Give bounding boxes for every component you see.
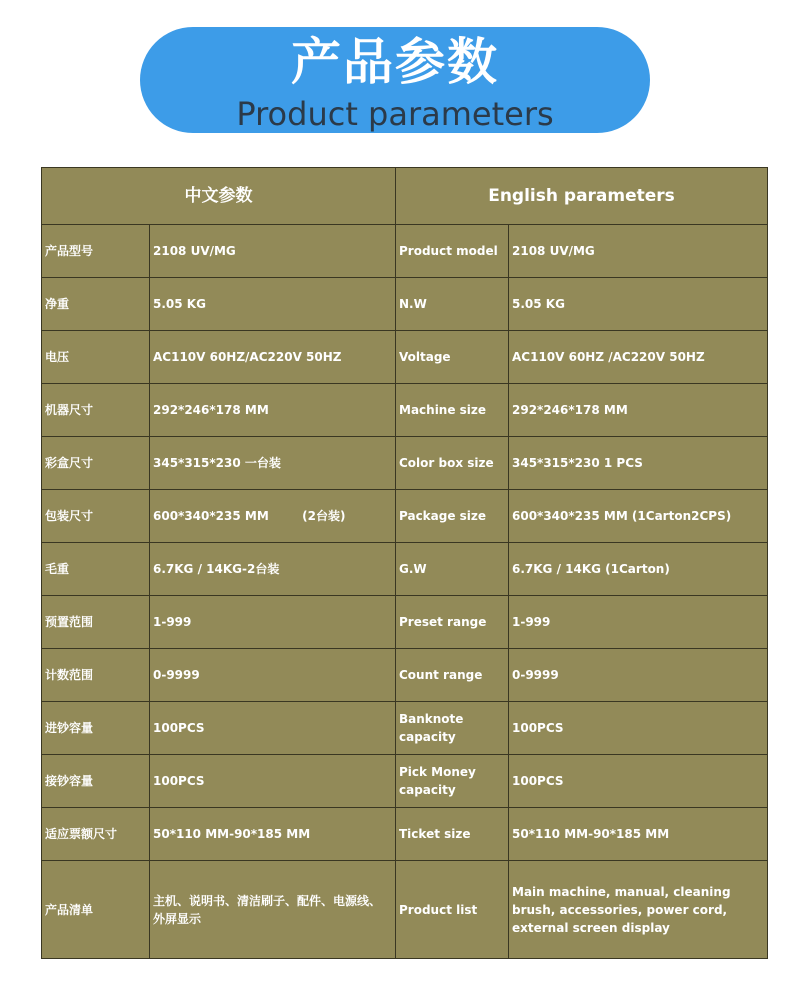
en-label: Preset range: [396, 596, 509, 649]
table-row: [42, 596, 768, 649]
cn-value: 主机、说明书、清洁刷子、配件、电源线、外屏显示: [150, 861, 396, 959]
cn-value: AC110V 60HZ/AC220V 50HZ: [150, 331, 396, 384]
en-value: 1-999: [509, 596, 768, 649]
en-label: N.W: [396, 278, 509, 331]
cn-value: 292*246*178 MM: [150, 384, 396, 437]
cn-value: 100PCS: [150, 702, 396, 755]
table-row: [42, 225, 768, 278]
en-label: Voltage: [396, 331, 509, 384]
cn-label: 计数范围: [42, 649, 150, 702]
parameters-table: [41, 167, 768, 959]
cn-label: 包装尺寸: [42, 490, 150, 543]
cn-label: 机器尺寸: [42, 384, 150, 437]
en-value: 100PCS: [509, 702, 768, 755]
table-row: [42, 649, 768, 702]
page-title-chinese: 产品参数: [291, 33, 499, 91]
en-value: 5.05 KG: [509, 278, 768, 331]
en-value: 6.7KG / 14KG (1Carton): [509, 543, 768, 596]
table-row: [42, 437, 768, 490]
en-value: 292*246*178 MM: [509, 384, 768, 437]
en-label: Count range: [396, 649, 509, 702]
cn-label: 适应票额尺寸: [42, 808, 150, 861]
cn-value: 600*340*235 MM (2台装): [150, 490, 396, 543]
en-value: 0-9999: [509, 649, 768, 702]
en-label: Ticket size: [396, 808, 509, 861]
cn-value: 1-999: [150, 596, 396, 649]
cn-label: 彩盒尺寸: [42, 437, 150, 490]
en-value: 2108 UV/MG: [509, 225, 768, 278]
table-row: [42, 331, 768, 384]
en-value: 600*340*235 MM (1Carton2CPS): [509, 490, 768, 543]
en-value: 50*110 MM-90*185 MM: [509, 808, 768, 861]
table-row: [42, 702, 768, 755]
en-label: Pick Money capacity: [396, 755, 509, 808]
cn-label: 电压: [42, 331, 150, 384]
en-value: AC110V 60HZ /AC220V 50HZ: [509, 331, 768, 384]
cn-label: 产品清单: [42, 861, 150, 959]
cn-label: 净重: [42, 278, 150, 331]
table-row: [42, 755, 768, 808]
table-row: [42, 543, 768, 596]
cn-label: 预置范围: [42, 596, 150, 649]
cn-label: 接钞容量: [42, 755, 150, 808]
cn-value: 6.7KG / 14KG-2台装: [150, 543, 396, 596]
cn-value: 0-9999: [150, 649, 396, 702]
english-parameters-header: English parameters: [396, 168, 768, 225]
cn-label: 产品型号: [42, 225, 150, 278]
chinese-parameters-header: 中文参数: [42, 168, 396, 225]
en-label: Color box size: [396, 437, 509, 490]
en-value: 345*315*230 1 PCS: [509, 437, 768, 490]
cn-value: 5.05 KG: [150, 278, 396, 331]
cn-value: 100PCS: [150, 755, 396, 808]
en-label: Package size: [396, 490, 509, 543]
en-label: Banknote capacity: [396, 702, 509, 755]
cn-value: 2108 UV/MG: [150, 225, 396, 278]
page-title-english: Product parameters: [236, 95, 554, 133]
en-label: Machine size: [396, 384, 509, 437]
en-value: Main machine, manual, cleaning brush, accessories, power cord, external screen display: [509, 861, 768, 959]
table-row: [42, 808, 768, 861]
cn-label: 毛重: [42, 543, 150, 596]
table-row: [42, 278, 768, 331]
en-label: Product model: [396, 225, 509, 278]
cn-label: 进钞容量: [42, 702, 150, 755]
en-label: Product list: [396, 861, 509, 959]
table-row: [42, 490, 768, 543]
en-value: 100PCS: [509, 755, 768, 808]
table-header-row: [42, 168, 768, 225]
cn-value: 50*110 MM-90*185 MM: [150, 808, 396, 861]
table-row: [42, 384, 768, 437]
en-label: G.W: [396, 543, 509, 596]
table-row: [42, 861, 768, 959]
cn-value: 345*315*230 一台装: [150, 437, 396, 490]
